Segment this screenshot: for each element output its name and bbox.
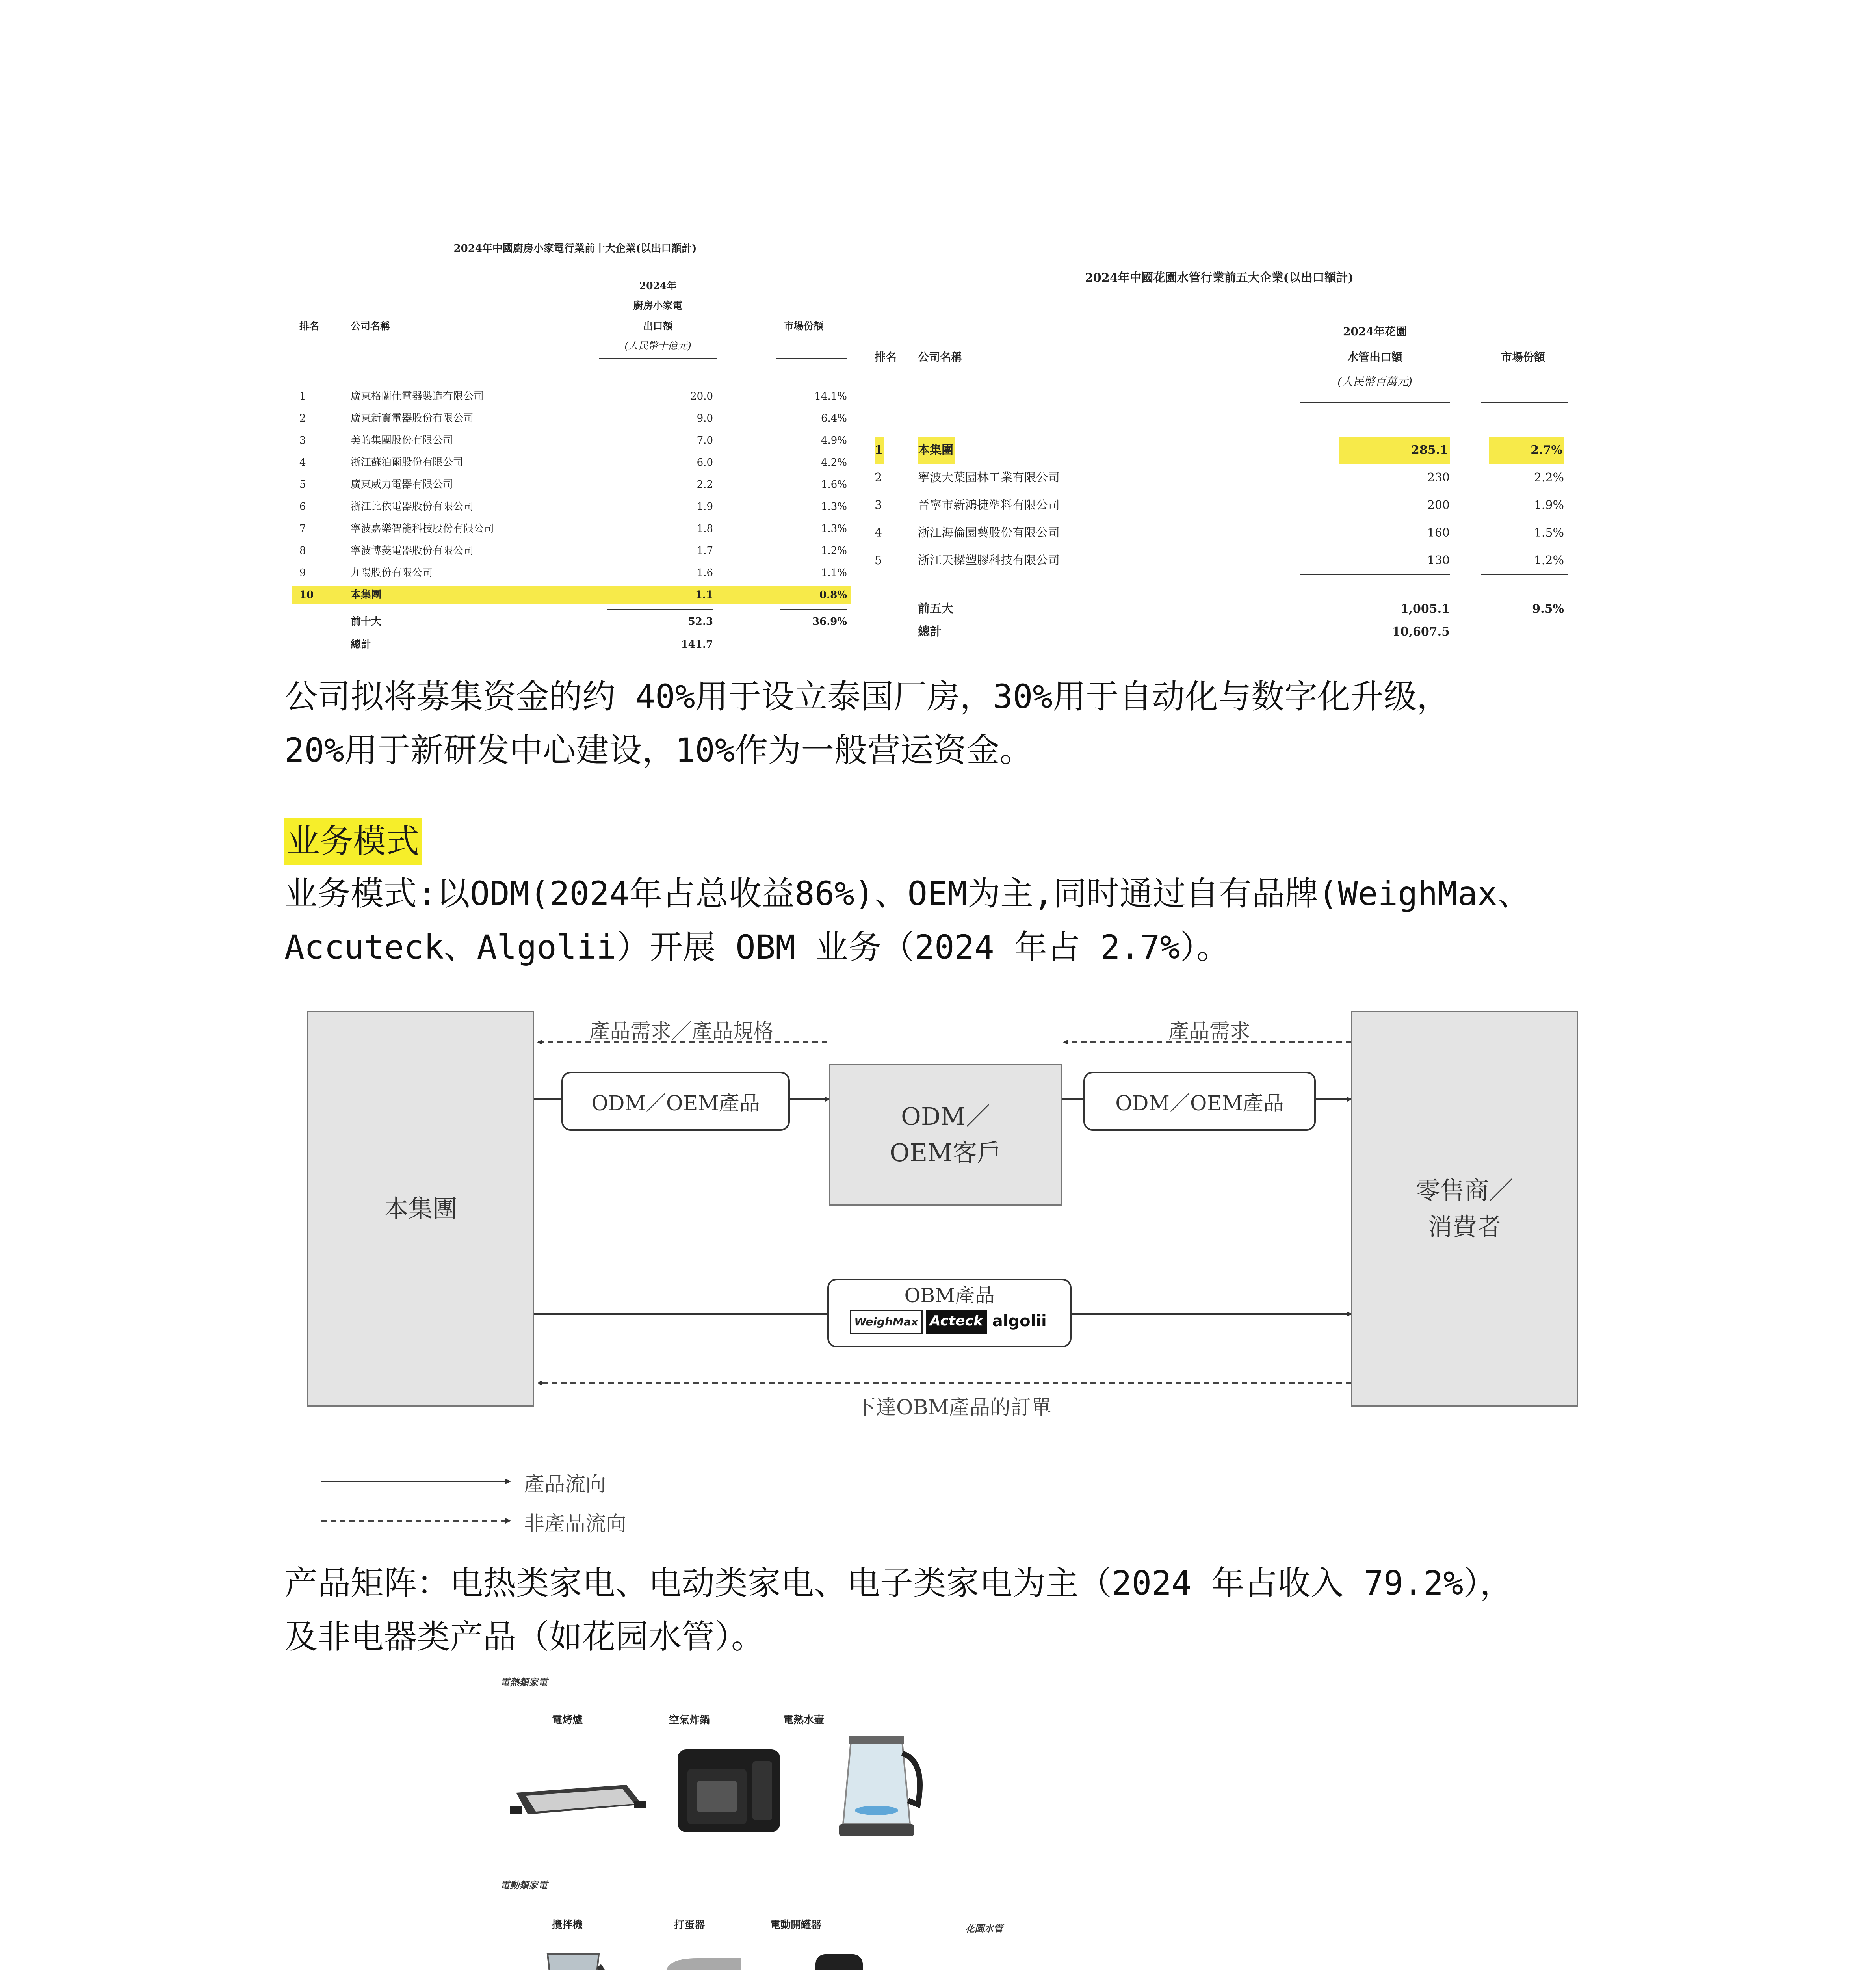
cell-name: 晉寧市新鴻捷塑料有限公司 <box>918 498 1060 512</box>
cell-value: 9.0 <box>697 413 713 424</box>
cell-rank: 8 <box>299 545 306 557</box>
demand-label: 產品需求 <box>1168 1020 1250 1043</box>
cell-value: 230 <box>1427 471 1450 485</box>
airfryer-label: 空氣炸鍋 <box>669 1714 710 1726</box>
mixer-label: 打蛋器 <box>674 1919 705 1931</box>
demand-spec-label: 產品需求／產品規格 <box>589 1020 774 1043</box>
cell-value: 7.0 <box>697 435 713 446</box>
cell-share: 1.6% <box>821 479 847 491</box>
kitchen-appliance-table <box>292 232 859 666</box>
table-title: 2024年中國花園水管行業前五大企業(以出口額計) <box>1085 271 1354 285</box>
product-grid <box>485 1674 1351 1970</box>
griddle-label: 電烤爐 <box>552 1714 583 1726</box>
client-label-line1: ODM／ <box>901 1102 990 1131</box>
total-label: 總計 <box>918 625 942 639</box>
cell-share: 1.5% <box>1534 526 1564 540</box>
obm-order-label: 下達OBM產品的訂單 <box>855 1396 1052 1420</box>
col-export-l3: 出口額 <box>643 320 673 332</box>
garden-hose-2-image <box>1261 1958 1387 1970</box>
cell-name: 浙江蘇泊爾股份有限公司 <box>351 457 464 468</box>
table-row <box>292 407 859 429</box>
header-rule <box>776 358 847 359</box>
table-body <box>292 385 859 606</box>
cell-rank: 6 <box>299 501 306 513</box>
table-body <box>867 437 1572 574</box>
retail-label-line1: 零售商／ <box>1415 1176 1514 1205</box>
cell-name: 廣東格蘭仕電器製造有限公司 <box>351 390 484 402</box>
top-five-row <box>867 598 1572 620</box>
top-label: 前五大 <box>918 602 953 616</box>
cell-value: 130 <box>1427 554 1450 567</box>
airfryer-image <box>670 1738 796 1840</box>
cell-share: 1.9% <box>1534 498 1564 512</box>
cell-name: 寧波嘉樂智能科技股份有限公司 <box>351 523 494 535</box>
top-value: 52.3 <box>688 616 713 628</box>
cell-name: 浙江海倫園藝股份有限公司 <box>918 526 1060 540</box>
mixer-image <box>650 1950 760 1970</box>
cell-rank: 5 <box>299 479 306 491</box>
cell-value: 1.1 <box>695 589 713 601</box>
table-row <box>867 519 1572 547</box>
top-ten-row <box>292 611 859 633</box>
total-row <box>292 634 859 656</box>
cell-value: 1.7 <box>697 545 713 557</box>
cell-rank: 4 <box>875 526 882 540</box>
cell-share: 2.7% <box>1489 437 1564 464</box>
cell-share: 1.3% <box>821 501 847 513</box>
cell-value: 1.6 <box>697 567 713 579</box>
cell-share: 2.2% <box>1534 471 1564 485</box>
col-export-l2: 廚房小家電 <box>633 300 683 311</box>
cell-rank: 3 <box>875 498 882 512</box>
table-row <box>867 547 1572 574</box>
top-share: 9.5% <box>1532 602 1564 616</box>
col-company: 公司名稱 <box>351 320 390 332</box>
cell-share: 1.2% <box>1534 554 1564 567</box>
header-rule <box>1300 402 1450 403</box>
cell-rank: 9 <box>299 567 306 579</box>
kettle-image <box>827 1726 930 1844</box>
table-row <box>867 492 1572 519</box>
cell-value: 1.9 <box>697 501 713 513</box>
cell-value: 160 <box>1427 526 1450 540</box>
total-label: 總計 <box>351 639 371 650</box>
cell-name: 本集團 <box>351 589 382 601</box>
paragraph-product-matrix-line2: 及非电器类产品（如花园水管）。 <box>284 1617 765 1656</box>
col-rank: 排名 <box>875 351 897 364</box>
client-label-line2: OEM客戶 <box>890 1138 1001 1167</box>
cell-name: 寧波大葉園林工業有限公司 <box>918 471 1060 485</box>
table-row <box>292 474 859 496</box>
canopener-image <box>804 1946 875 1970</box>
category-garden-label: 花園水管 <box>965 1923 1003 1934</box>
col-export-l1: 2024年 <box>639 280 677 292</box>
cell-value: 1.8 <box>697 523 713 535</box>
cell-share: 0.8% <box>819 589 847 601</box>
cell-share: 14.1% <box>814 390 847 402</box>
business-flow-diagram <box>292 993 1592 1544</box>
garden-hose-1-image <box>973 1958 1115 1970</box>
col-export-l1: 2024年花園 <box>1343 325 1407 338</box>
table-row <box>292 385 859 407</box>
legend-non-product-flow: 非產品流向 <box>524 1512 627 1536</box>
cell-name: 本集團 <box>918 437 955 464</box>
cell-name: 浙江比依電器股份有限公司 <box>351 501 474 513</box>
cell-share: 1.2% <box>821 545 847 557</box>
obm-product-pill <box>827 1279 1072 1347</box>
table-row <box>867 464 1572 492</box>
header-rule <box>599 358 717 359</box>
cell-rank: 7 <box>299 523 306 535</box>
cell-rank: 1 <box>299 390 306 402</box>
category-heat-label: 電熱類家電 <box>500 1676 548 1688</box>
table-title: 2024年中國廚房小家電行業前十大企業(以出口額計) <box>453 243 697 255</box>
griddle-image <box>500 1741 646 1832</box>
top-share: 36.9% <box>812 616 847 628</box>
cell-rank: 2 <box>875 471 882 485</box>
retail-box <box>1351 1011 1578 1407</box>
table-row <box>292 540 859 562</box>
cell-name: 廣東威力電器有限公司 <box>351 479 453 491</box>
total-rule <box>1481 574 1568 575</box>
cell-rank: 2 <box>299 413 306 424</box>
blender-image <box>528 1946 619 1970</box>
cell-value: 200 <box>1427 498 1450 512</box>
client-box <box>829 1064 1062 1206</box>
total-rule <box>607 609 713 610</box>
cell-value: 6.0 <box>697 457 713 468</box>
cell-rank: 3 <box>299 435 306 446</box>
category-motor-label: 電動類家電 <box>500 1879 548 1891</box>
total-rule <box>780 609 847 610</box>
total-row <box>867 621 1572 643</box>
brand-logos <box>850 1310 1049 1334</box>
top-value: 1,005.1 <box>1400 602 1450 616</box>
legend-product-flow: 產品流向 <box>524 1473 606 1496</box>
canopener-label: 電動開罐器 <box>770 1919 821 1931</box>
col-export-unit: (人民幣十億元) <box>624 340 691 351</box>
blender-label: 攪拌機 <box>552 1919 583 1931</box>
table-row <box>867 437 1572 464</box>
cell-share: 4.2% <box>821 457 847 468</box>
cell-name: 浙江天樑塑膠科技有限公司 <box>918 554 1060 567</box>
col-export-unit: (人民幣百萬元) <box>1337 375 1412 388</box>
obm-product-label: OBM產品 <box>904 1284 995 1307</box>
total-value: 10,607.5 <box>1392 625 1450 639</box>
cell-value: 285.1 <box>1339 437 1450 464</box>
top-label: 前十大 <box>351 616 382 628</box>
cell-name: 寧波博菱電器股份有限公司 <box>351 545 474 557</box>
col-share: 市場份額 <box>1501 351 1545 364</box>
section-heading: 业务模式 <box>284 818 422 865</box>
paragraph-business-model-line2: Accuteck、Algolii）开展 OBM 业务（2024 年占 2.7%）。 <box>284 928 1230 966</box>
total-rule <box>1300 574 1450 575</box>
cell-value: 2.2 <box>697 479 713 491</box>
table-row <box>292 518 859 540</box>
group-box: 本集團 <box>307 1011 534 1407</box>
col-export-l2: 水管出口額 <box>1347 351 1402 364</box>
paragraph-fund-use-line1: 公司拟将募集资金的约 40%用于设立泰国厂房，30%用于自动化与数字化升级， <box>284 677 1450 716</box>
cell-name: 美的集團股份有限公司 <box>351 435 453 446</box>
accuteck-logo: Acteck <box>926 1310 987 1334</box>
kettle-label: 電熱水壺 <box>783 1714 824 1726</box>
cell-share: 1.1% <box>821 567 847 579</box>
algolii-logo: algolii <box>992 1312 1047 1330</box>
paragraph-product-matrix-line1: 产品矩阵：电热类家电、电动类家电、电子类家电为主（2024 年占收入 79.2%）， <box>284 1564 1513 1602</box>
odm-product-right-pill: ODM／OEM產品 <box>1083 1072 1316 1131</box>
cell-rank: 4 <box>299 457 306 468</box>
garden-hose-table <box>867 268 1572 662</box>
paragraph-business-model-line1: 业务模式:以ODM(2024年占总收益86%)、OEM为主,同时通过自有品牌(WeighMax、 <box>284 874 1531 913</box>
weighmax-logo: WeighMax <box>850 1310 922 1334</box>
table-row <box>292 562 859 584</box>
retail-label-line2: 消費者 <box>1428 1212 1501 1241</box>
cell-share: 4.9% <box>821 435 847 446</box>
table-row <box>292 496 859 518</box>
paragraph-fund-use-line2: 20%用于新研发中心建设，10%作为一般营运资金。 <box>284 731 1033 769</box>
cell-value: 20.0 <box>690 390 713 402</box>
cell-rank: 1 <box>875 437 884 464</box>
cell-share: 1.3% <box>821 523 847 535</box>
cell-rank: 5 <box>875 554 882 567</box>
total-value: 141.7 <box>681 639 713 650</box>
cell-share: 6.4% <box>821 413 847 424</box>
col-company: 公司名稱 <box>918 351 962 364</box>
cell-rank: 10 <box>299 589 314 601</box>
col-share: 市場份額 <box>784 320 824 332</box>
table-row <box>292 452 859 474</box>
cell-name: 廣東新寶電器股份有限公司 <box>351 413 474 424</box>
table-row <box>292 584 859 606</box>
cell-name: 九陽股份有限公司 <box>351 567 433 579</box>
table-row <box>292 429 859 452</box>
odm-product-left-pill: ODM／OEM產品 <box>561 1072 790 1131</box>
col-rank: 排名 <box>299 320 319 332</box>
header-rule <box>1481 402 1568 403</box>
